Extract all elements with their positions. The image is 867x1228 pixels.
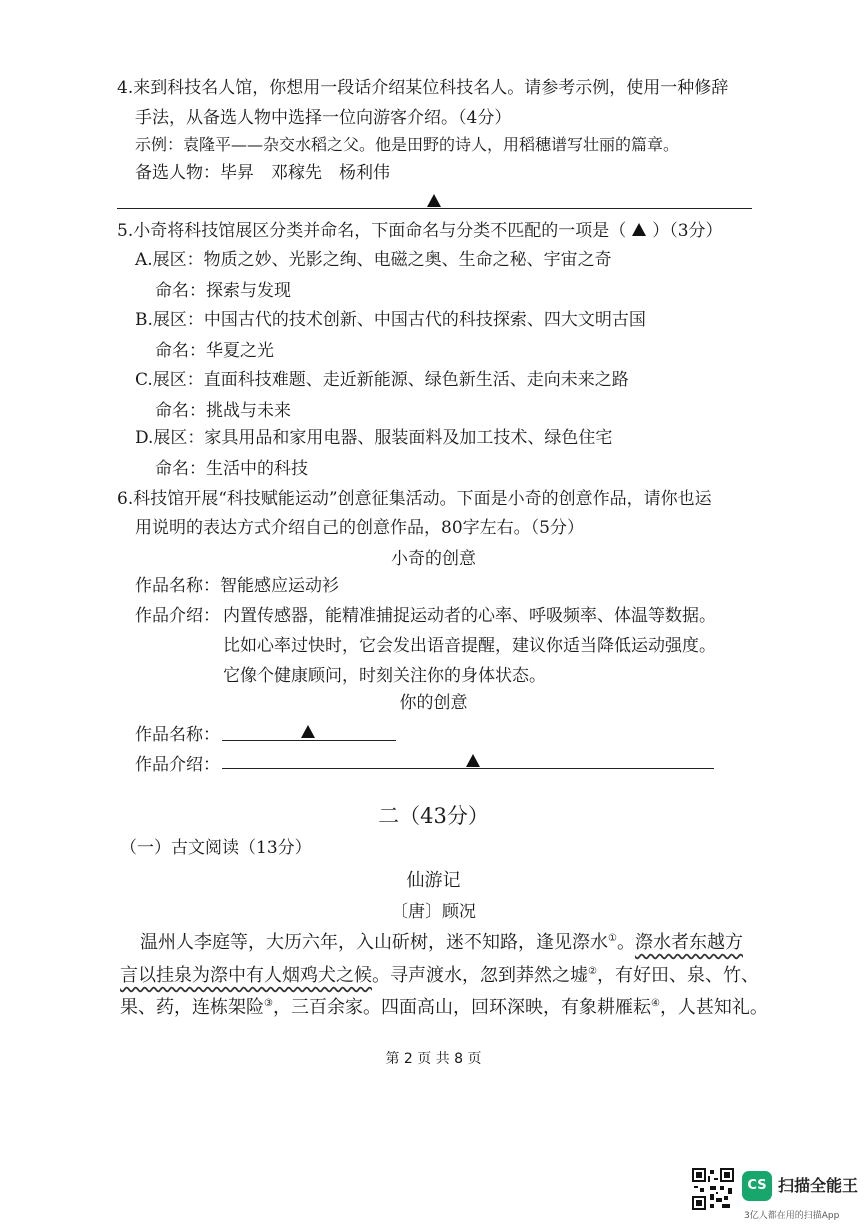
q6-line1: 6.科技馆开展“科技赋能运动”创意征集活动。下面是小奇的创意作品，请你也运 [117,489,712,509]
q5-stem-start: 5.小奇将科技馆展区分类并命名，下面命名与分类不匹配的一项是（ [117,221,627,241]
passage-text: ，有好田、泉、竹、 [596,965,759,986]
q4-candidates-label: 备选人物： [135,163,220,183]
qr-code-icon [692,1168,734,1210]
xiaoqi-work-name [135,571,339,601]
q5-option-c-name: 命名：挑战与未来 [155,401,291,421]
footnote-mark: ① [608,933,617,944]
q4-candidates [135,158,390,188]
q5-option-b-name: 命名：华夏之光 [155,341,274,361]
passage-line-1 [140,928,743,958]
cs-logo-icon: CS [742,1171,772,1201]
q4-line2: 手法，从备选人物中选择一位向游客介绍。（4分） [135,108,512,128]
app-tagline: 3亿人都在用的扫描App [744,1211,840,1221]
xiaoqi-creative-title: 小奇的创意 [391,549,476,569]
answer-triangle-icon [632,223,646,236]
q4-answer-line [117,208,752,209]
q5-stem [117,216,723,246]
your-creative-title: 你的创意 [399,693,468,713]
work-intro-line-3: 它像个健康顾问，时刻关注你的身体状态。 [223,666,546,686]
q4-example: 示例：袁隆平——杂交水稻之父。他是田野的诗人，用稻穗谱写壮丽的篇章。 [135,135,680,154]
q5-option-d-zone: D.展区：家具用品和家用电器、服装面料及加工技术、绿色住宅 [135,428,613,448]
passage-line-3 [120,993,768,1023]
page-number: 第 2 页 共 8 页 [385,1051,482,1067]
passage-author: 〔唐〕顾况 [391,902,476,922]
passage-line-2 [120,961,759,991]
q5-option-b-zone: B.展区：中国古代的技术创新、中国古代的科技探索、四大文明古国 [135,310,646,330]
underlined-sentence: 言以挂泉为漈中有人烟鸡犬之候 [120,965,372,986]
work-intro-label: 作品介绍： [135,606,220,626]
q4-candidates-list: 毕昇 邓稼先 杨利伟 [220,163,390,183]
your-work-intro-label: 作品介绍： [135,755,220,775]
passage-text: ，人甚知礼。 [659,997,768,1018]
passage-text: 温州人李庭等，大历六年，入山斫树，迷不知路，逢见漈水 [140,932,608,953]
work-name-label: 作品名称： [135,576,220,596]
q6-line2: 用说明的表达方式介绍自己的创意作品，80字左右。（5分） [135,518,584,538]
section-heading: 二（43分） [378,804,489,828]
passage-text: ，三百余家。四面高山，回环深映，有象耕雁耘 [272,997,651,1018]
footnote-mark: ③ [264,998,273,1009]
app-name: 扫描全能王 [778,1176,859,1195]
q5-option-a-zone: A.展区：物质之妙、光影之绚、电磁之奥、生命之秘、宇宙之奇 [135,250,612,270]
passage-text: 。 [616,932,635,953]
q5-option-c-zone: C.展区：直面科技难题、走近新能源、绿色新生活、走向未来之路 [135,370,629,390]
footnote-mark: ④ [650,998,660,1009]
q4-line1: 4.来到科技名人馆，你想用一段话介绍某位科技名人。请参考示例，使用一种修辞 [117,78,729,98]
your-work-name-label: 作品名称： [135,725,220,745]
work-intro-line-1: 内置传感器，能精准捕捉运动者的心率、呼吸频率、体温等数据。 [223,606,716,626]
answer-triangle-icon [301,723,315,742]
passage-text: 果、药，连栋架险 [120,997,264,1018]
passage-title: 仙游记 [406,870,461,891]
section-subheading: （一）古文阅读（13分） [120,838,312,858]
q5-option-a-name: 命名：探索与发现 [155,281,291,301]
scanner-watermark [692,1168,867,1228]
footnote-mark: ② [588,966,597,977]
answer-triangle-icon [466,752,480,771]
q5-stem-end: ）（3分） [652,221,723,241]
underlined-sentence: 漈水者东越方 [634,932,743,953]
q5-option-d-name: 命名：生活中的科技 [155,459,308,479]
work-intro-line-2: 比如心率过快时，它会发出语音提醒，建议你适当降低运动强度。 [223,636,716,656]
work-name-value: 智能感应运动衫 [220,576,339,596]
passage-text: 。寻声渡水，忽到莽然之墟 [372,965,588,986]
